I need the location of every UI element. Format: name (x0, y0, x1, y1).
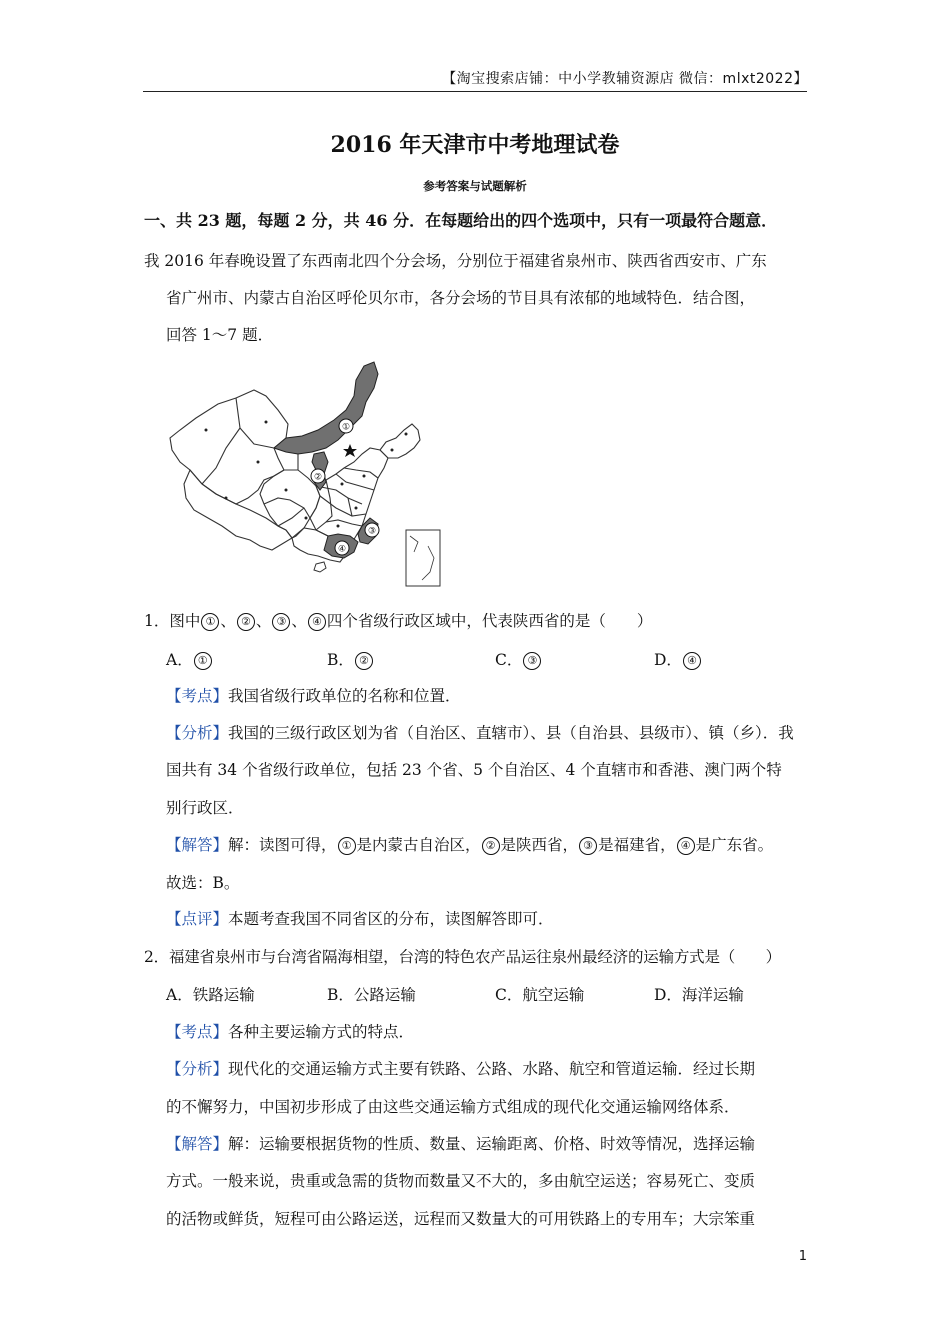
option-label: C． (495, 651, 523, 669)
jieda-text: 解：读图可得， (228, 836, 337, 854)
page-title: 2016 年天津市中考地理试卷 (330, 132, 620, 158)
kaodian-text: 我国省级行政单位的名称和位置． (228, 687, 461, 705)
q2-jieda-line-2: 方式。一般来说，贵重或急需的货物而数量又不大的，多由航空运送；容易死亡、变质 (166, 1172, 756, 1190)
dianping-tag: 【点评】 (166, 910, 229, 928)
section-heading: 一、共 23 题，每题 2 分，共 46 分．在每题给出的四个选项中，只有一项最符合题意． (144, 211, 778, 230)
map-label-2: ② (313, 472, 323, 483)
q2-kaodian (166, 1020, 414, 1042)
q2-option-b: B．公路运输 (327, 986, 416, 1004)
south-sea-inset (406, 530, 440, 586)
option-label: B． (327, 651, 354, 669)
fenxi-tag: 【分析】 (166, 1060, 229, 1078)
intro-line-2: 省广州市、内蒙古自治区呼伦贝尔市，各分会场的节目具有浓郁的地域特色．结合图， (166, 289, 756, 307)
map-outline-central (260, 470, 323, 538)
circled-1: ① (194, 652, 212, 670)
beijing-star (343, 444, 357, 457)
map-label-1: ① (341, 422, 351, 433)
circled-4: ④ (308, 613, 326, 631)
header-divider (143, 91, 807, 92)
kaodian-text: 各种主要运输方式的特点． (228, 1023, 415, 1041)
region-1-inner-mongolia (274, 362, 378, 454)
intro-line-3: 回答 1～7 题． (166, 326, 274, 344)
intro-line-1: 我 2016 年春晚设置了东西南北四个分会场，分别位于福建省泉州市、陕西省西安市、广东 (144, 252, 767, 270)
q1-fenxi-line-3: 别行政区． (166, 799, 244, 817)
china-map-figure (166, 358, 446, 590)
q1-fenxi-line-2: 国共有 34 个省级行政单位，包括 23 个省、5 个自治区、4 个直辖市和香港、澳门两个特 (166, 761, 782, 779)
circled-2: ② (482, 837, 500, 855)
q1-jieda-answer: 故选：B。 (166, 874, 240, 892)
kaodian-tag: 【考点】 (166, 687, 229, 705)
q1-separator: 、 (291, 612, 307, 630)
q1-fenxi-line-1 (166, 721, 794, 743)
q1-separator: 、 (255, 612, 272, 630)
circled-3: ③ (523, 652, 541, 670)
q2-fenxi-line-2: 的不懈努力，中国初步形成了由这些交通运输方式组成的现代化交通运输网络体系． (166, 1098, 740, 1116)
circled-3: ③ (579, 837, 597, 855)
q1-option-b (327, 648, 374, 670)
map-outline-tibet (184, 470, 292, 550)
q1-stem-prefix: 1．图中 (144, 612, 201, 630)
page-subtitle: 参考答案与试题解析 (423, 179, 527, 193)
page-number: 1 (798, 1249, 807, 1264)
kaodian-tag: 【考点】 (166, 1023, 229, 1041)
question-1-stem (144, 609, 652, 631)
q1-stem-suffix: 四个省级行政区域中，代表陕西省的是（ ） (326, 612, 653, 630)
circled-2: ② (355, 652, 373, 670)
fenxi-text: 我国的三级行政区划为省（自治区、直辖市）、县（自治县、县级市）、镇（乡）．我 (228, 724, 794, 742)
jieda-tag: 【解答】 (166, 1135, 229, 1153)
q2-option-c: C．航空运输 (495, 986, 585, 1004)
circled-1: ① (201, 613, 219, 631)
dianping-text: 本题考查我国不同省区的分布，读图解答即可． (228, 910, 554, 928)
q1-option-c (495, 648, 542, 670)
q1-option-d (654, 648, 702, 670)
option-label: A． (166, 651, 193, 669)
map-label-4: ④ (337, 544, 347, 555)
jieda-tag: 【解答】 (166, 836, 229, 854)
q2-jieda-line-3: 的活物或鲜货，短程可由公路运送，远程而又数量大的可用铁路上的专用车；大宗笨重 (166, 1210, 756, 1228)
jieda-text: 是广东省。 (695, 836, 774, 854)
question-2-stem: 2．福建省泉州市与台湾省隔海相望，台湾的特色农产品运往泉州最经济的运输方式是（ ） (144, 948, 781, 966)
q2-option-a: A．铁路运输 (166, 986, 255, 1004)
header-note: 【淘宝搜索店铺：中小学教辅资源店 微信：mlxt2022】 (442, 71, 808, 87)
map-label-3: ③ (367, 526, 377, 537)
jieda-text: 解：运输要根据货物的性质、数量、运输距离、价格、时效等情况，选择运输 (228, 1135, 756, 1153)
q2-jieda-line-1 (166, 1132, 755, 1154)
hainan-island (314, 562, 326, 572)
circled-4: ④ (677, 837, 695, 855)
circled-3: ③ (272, 613, 290, 631)
fenxi-tag: 【分析】 (166, 724, 229, 742)
q1-dianping (166, 907, 554, 929)
q2-fenxi-line-1 (166, 1057, 755, 1079)
q1-kaodian (166, 684, 461, 706)
q1-option-a (166, 648, 213, 670)
q1-separator: 、 (220, 612, 236, 630)
circled-1: ① (338, 837, 356, 855)
intro-paragraph (144, 243, 808, 354)
jieda-text: 是陕西省， (500, 836, 579, 854)
fenxi-text: 现代化的交通运输方式主要有铁路、公路、水路、航空和管道运输．经过长期 (228, 1060, 756, 1078)
jieda-text: 是福建省， (598, 836, 676, 854)
jieda-text: 是内蒙古自治区， (356, 836, 481, 854)
q1-jieda-line-1 (166, 833, 773, 855)
option-label: D． (654, 651, 682, 669)
map-outline-northeast (380, 424, 420, 458)
circled-4: ④ (683, 652, 701, 670)
circled-2: ② (237, 613, 255, 631)
q2-option-d: D．海洋运输 (654, 986, 744, 1004)
